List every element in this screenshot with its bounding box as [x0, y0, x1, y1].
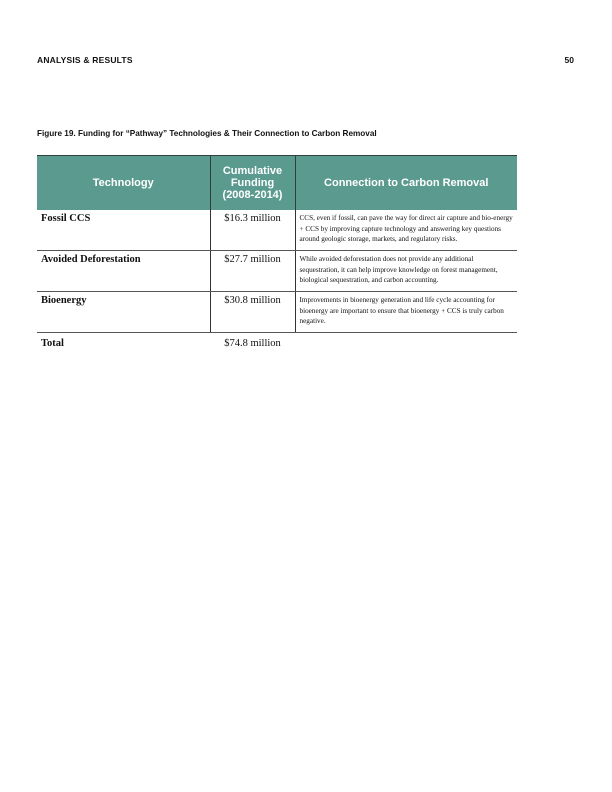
- figure-caption: Figure 19. Funding for “Pathway” Technologies & Their Connection to Carbon Removal: [37, 129, 377, 138]
- table-header-row: [37, 156, 517, 211]
- section-title: ANALYSIS & RESULTS: [37, 55, 133, 65]
- funding-cell: $27.7 million: [210, 251, 295, 292]
- funding-cell: $16.3 million: [210, 210, 295, 251]
- total-row: [37, 333, 517, 376]
- technology-cell: Fossil CCS: [37, 210, 210, 251]
- table-row: [37, 210, 517, 251]
- column-header-technology: Technology: [37, 156, 210, 211]
- connection-cell: Improvements in bioenergy generation and life cycle accounting for bioenergy are important to ensure that bioenergy + CCS is truly carbon negative.: [295, 292, 517, 333]
- empty-cell: [295, 333, 517, 376]
- technology-cell: Bioenergy: [37, 292, 210, 333]
- connection-cell: CCS, even if fossil, can pave the way for direct air capture and bio-energy + CCS by improving capture technology and answering key questions around geologic storage, markets, and regulatory risks.: [295, 210, 517, 251]
- column-header-funding: Cumulative Funding (2008-2014): [210, 156, 295, 211]
- total-funding: $74.8 million: [224, 338, 281, 349]
- technology-cell: Avoided Deforestation: [37, 251, 210, 292]
- page-number: 50: [564, 55, 574, 65]
- table-row: [37, 251, 517, 292]
- funding-cell: $30.8 million: [210, 292, 295, 333]
- connection-cell: While avoided deforestation does not provide any additional sequestration, it can help improve knowledge on forest management, biological sequestration, and carbon accounting.: [295, 251, 517, 292]
- total-label: Total: [41, 338, 64, 349]
- table-row: [37, 292, 517, 333]
- column-header-connection: Connection to Carbon Removal: [295, 156, 517, 211]
- funding-table: [37, 155, 517, 375]
